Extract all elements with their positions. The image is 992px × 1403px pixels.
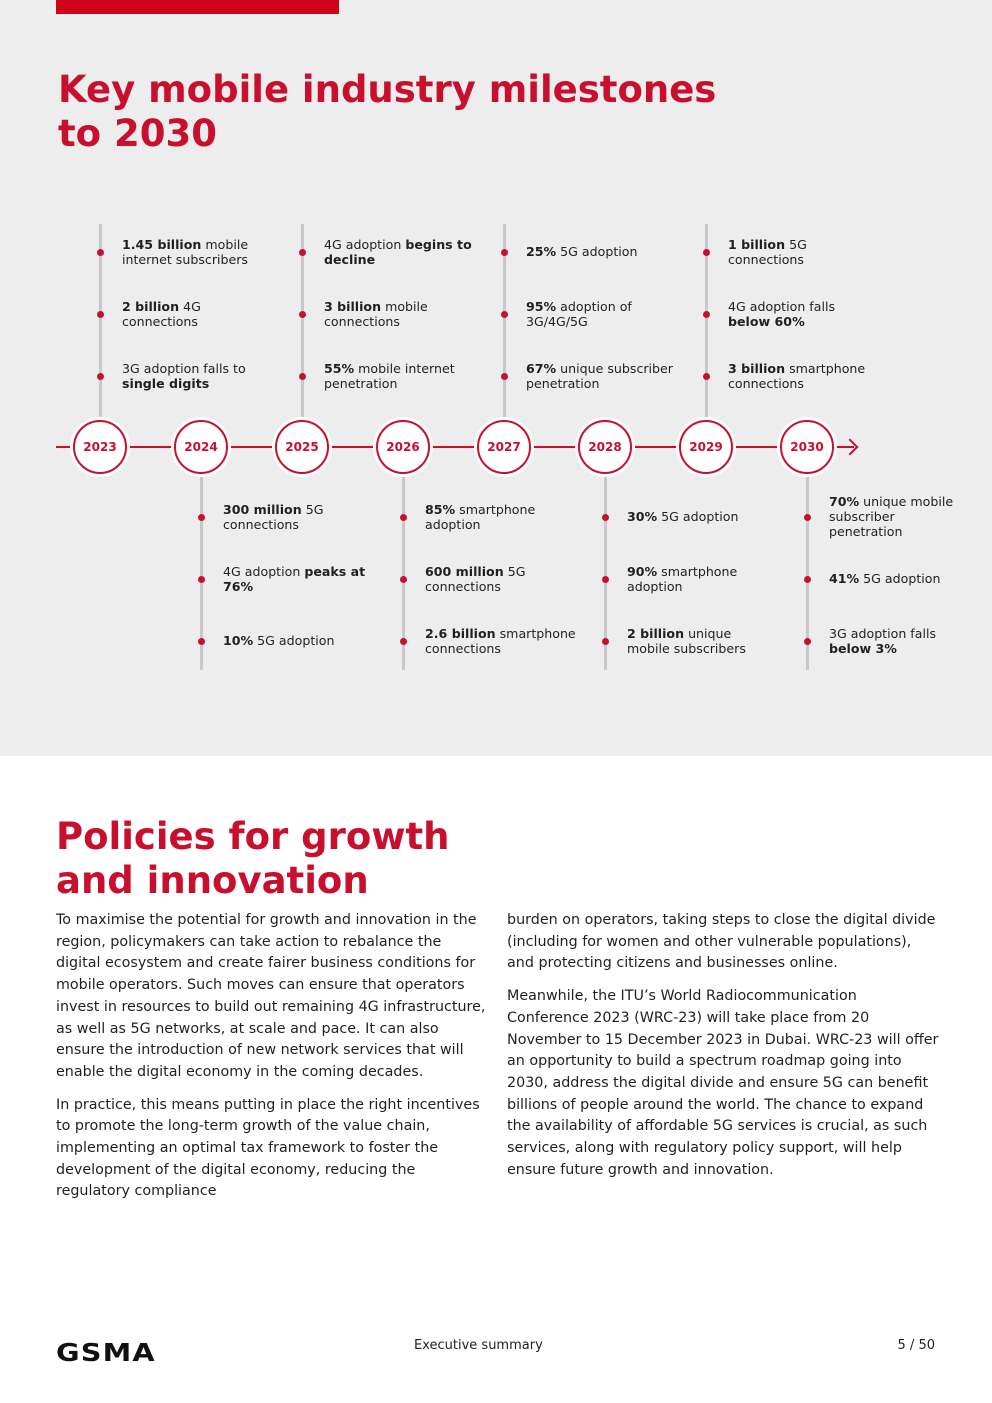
section-title-line-1: Policies for growth	[56, 815, 450, 858]
page-title	[58, 68, 716, 156]
year-marker-2024: 2024	[174, 420, 228, 474]
milestone-text: 300 million 5G connections	[223, 502, 324, 532]
milestone-text: 600 million 5G connections	[425, 564, 526, 594]
milestone-dot	[198, 514, 205, 521]
timeline-stem	[402, 447, 405, 670]
page-title-line-1: Key mobile industry milestones	[58, 68, 717, 111]
milestone-dot	[299, 311, 306, 318]
milestone-text: 1 billion 5G connections	[728, 237, 807, 267]
milestone-dot	[804, 576, 811, 583]
milestone-dot	[501, 249, 508, 256]
milestone-dot	[501, 311, 508, 318]
milestone-dot	[299, 373, 306, 380]
year-marker-2027: 2027	[477, 420, 531, 474]
milestone-dot	[501, 373, 508, 380]
milestone-text: 2 billion unique mobile subscribers	[627, 626, 746, 656]
right-column	[507, 910, 939, 1192]
timeline-stem	[200, 447, 203, 670]
milestone-dot	[602, 576, 609, 583]
milestone-text: 90% smartphone adoption	[627, 564, 738, 594]
paragraph: In practice, this means putting in place the right incentives to promote the long-term growth of the value chain, implementing an optimal tax framework to foster the development of the digital economy, reducing the regulatory compliance	[56, 1096, 480, 1200]
milestone-text: 25% 5G adoption	[526, 244, 638, 259]
milestone-dot	[97, 373, 104, 380]
year-marker-2025: 2025	[275, 420, 329, 474]
milestone-text: 3 billion smartphone connections	[728, 361, 866, 391]
year-marker-2026: 2026	[376, 420, 430, 474]
milestone-text: 30% 5G adoption	[627, 509, 739, 524]
accent-bar	[56, 0, 339, 14]
milestone-dot	[602, 638, 609, 645]
milestone-text: 4G adoption peaks at 76%	[223, 564, 366, 594]
timeline-stem	[806, 447, 809, 670]
year-marker-2030: 2030	[780, 420, 834, 474]
milestone-text: 95% adoption of 3G/4G/5G	[526, 299, 632, 329]
year-marker-2023: 2023	[73, 420, 127, 474]
gsma-logo: GSMA	[56, 1338, 156, 1367]
milestone-dot	[400, 576, 407, 583]
milestone-dot	[299, 249, 306, 256]
milestone-text: 55% mobile internet penetration	[324, 361, 455, 391]
milestone-text: 3G adoption falls below 3%	[829, 626, 937, 656]
paragraph: To maximise the potential for growth and innovation in the region, policymakers can take action to rebalance the digital ecosystem and create fairer business conditions for mobile operators. Such moves can ensure that operators invest in resources to build out remaining 4G infrastructure, as well as 5G networks, at scale and pace. It can also ensure the introduction of new network services that will enable the digital economy in the coming decades.	[56, 912, 486, 1080]
milestone-dot	[97, 311, 104, 318]
timeline-stem	[99, 224, 102, 447]
milestone-text: 10% 5G adoption	[223, 633, 335, 648]
milestone-dot	[804, 638, 811, 645]
milestone-text: 2.6 billion smartphone connections	[425, 626, 576, 656]
milestone-text: 67% unique subscriber penetration	[526, 361, 673, 391]
paragraph: Meanwhile, the ITU’s World Radiocommunication Conference 2023 (WRC-23) will take place from 20 November to 15 December 2023 in Dubai. WRC-23 will offer an opportunity to build a spectrum roadmap going into 2030, address the digital divide and ensure 5G can benefit billions of people around the world. The chance to expand the availability of affordable 5G services is crucial, as such services, along with regulatory policy support, will help ensure future growth and innovation.	[507, 988, 939, 1178]
timeline-stem	[503, 224, 506, 447]
milestone-text: 41% 5G adoption	[829, 571, 941, 586]
timeline-stem	[705, 224, 708, 447]
left-column	[56, 910, 488, 1214]
footer-section-label: Executive summary	[414, 1338, 543, 1353]
milestone-dot	[400, 514, 407, 521]
milestone-text: 4G adoption falls below 60%	[728, 299, 836, 329]
page-title-line-2: to 2030	[58, 112, 217, 155]
milestone-dot	[97, 249, 104, 256]
timeline-stem	[301, 224, 304, 447]
section-title	[56, 815, 450, 903]
page-number: 5 / 50	[897, 1338, 935, 1353]
section-title-line-2: and innovation	[56, 859, 369, 902]
milestone-dot	[703, 311, 710, 318]
milestone-text: 4G adoption begins to decline	[324, 237, 472, 267]
milestone-dot	[198, 576, 205, 583]
year-marker-2028: 2028	[578, 420, 632, 474]
milestone-text: 3G adoption falls to single digits	[122, 361, 246, 391]
timeline-stem	[604, 447, 607, 670]
milestone-text: 3 billion mobile connections	[324, 299, 428, 329]
milestone-dot	[400, 638, 407, 645]
milestone-dot	[703, 373, 710, 380]
paragraph: burden on operators, taking steps to close the digital divide (including for women and other vulnerable populations), and protecting citizens and businesses online.	[507, 912, 936, 972]
milestone-dot	[804, 514, 811, 521]
milestone-text: 1.45 billion mobile internet subscribers	[122, 237, 249, 267]
milestone-dot	[198, 638, 205, 645]
milestone-dot	[703, 249, 710, 256]
year-marker-2029: 2029	[679, 420, 733, 474]
milestone-text: 70% unique mobile subscriber penetration	[829, 494, 954, 539]
milestone-dot	[602, 514, 609, 521]
milestone-text: 85% smartphone adoption	[425, 502, 536, 532]
milestone-text: 2 billion 4G connections	[122, 299, 201, 329]
